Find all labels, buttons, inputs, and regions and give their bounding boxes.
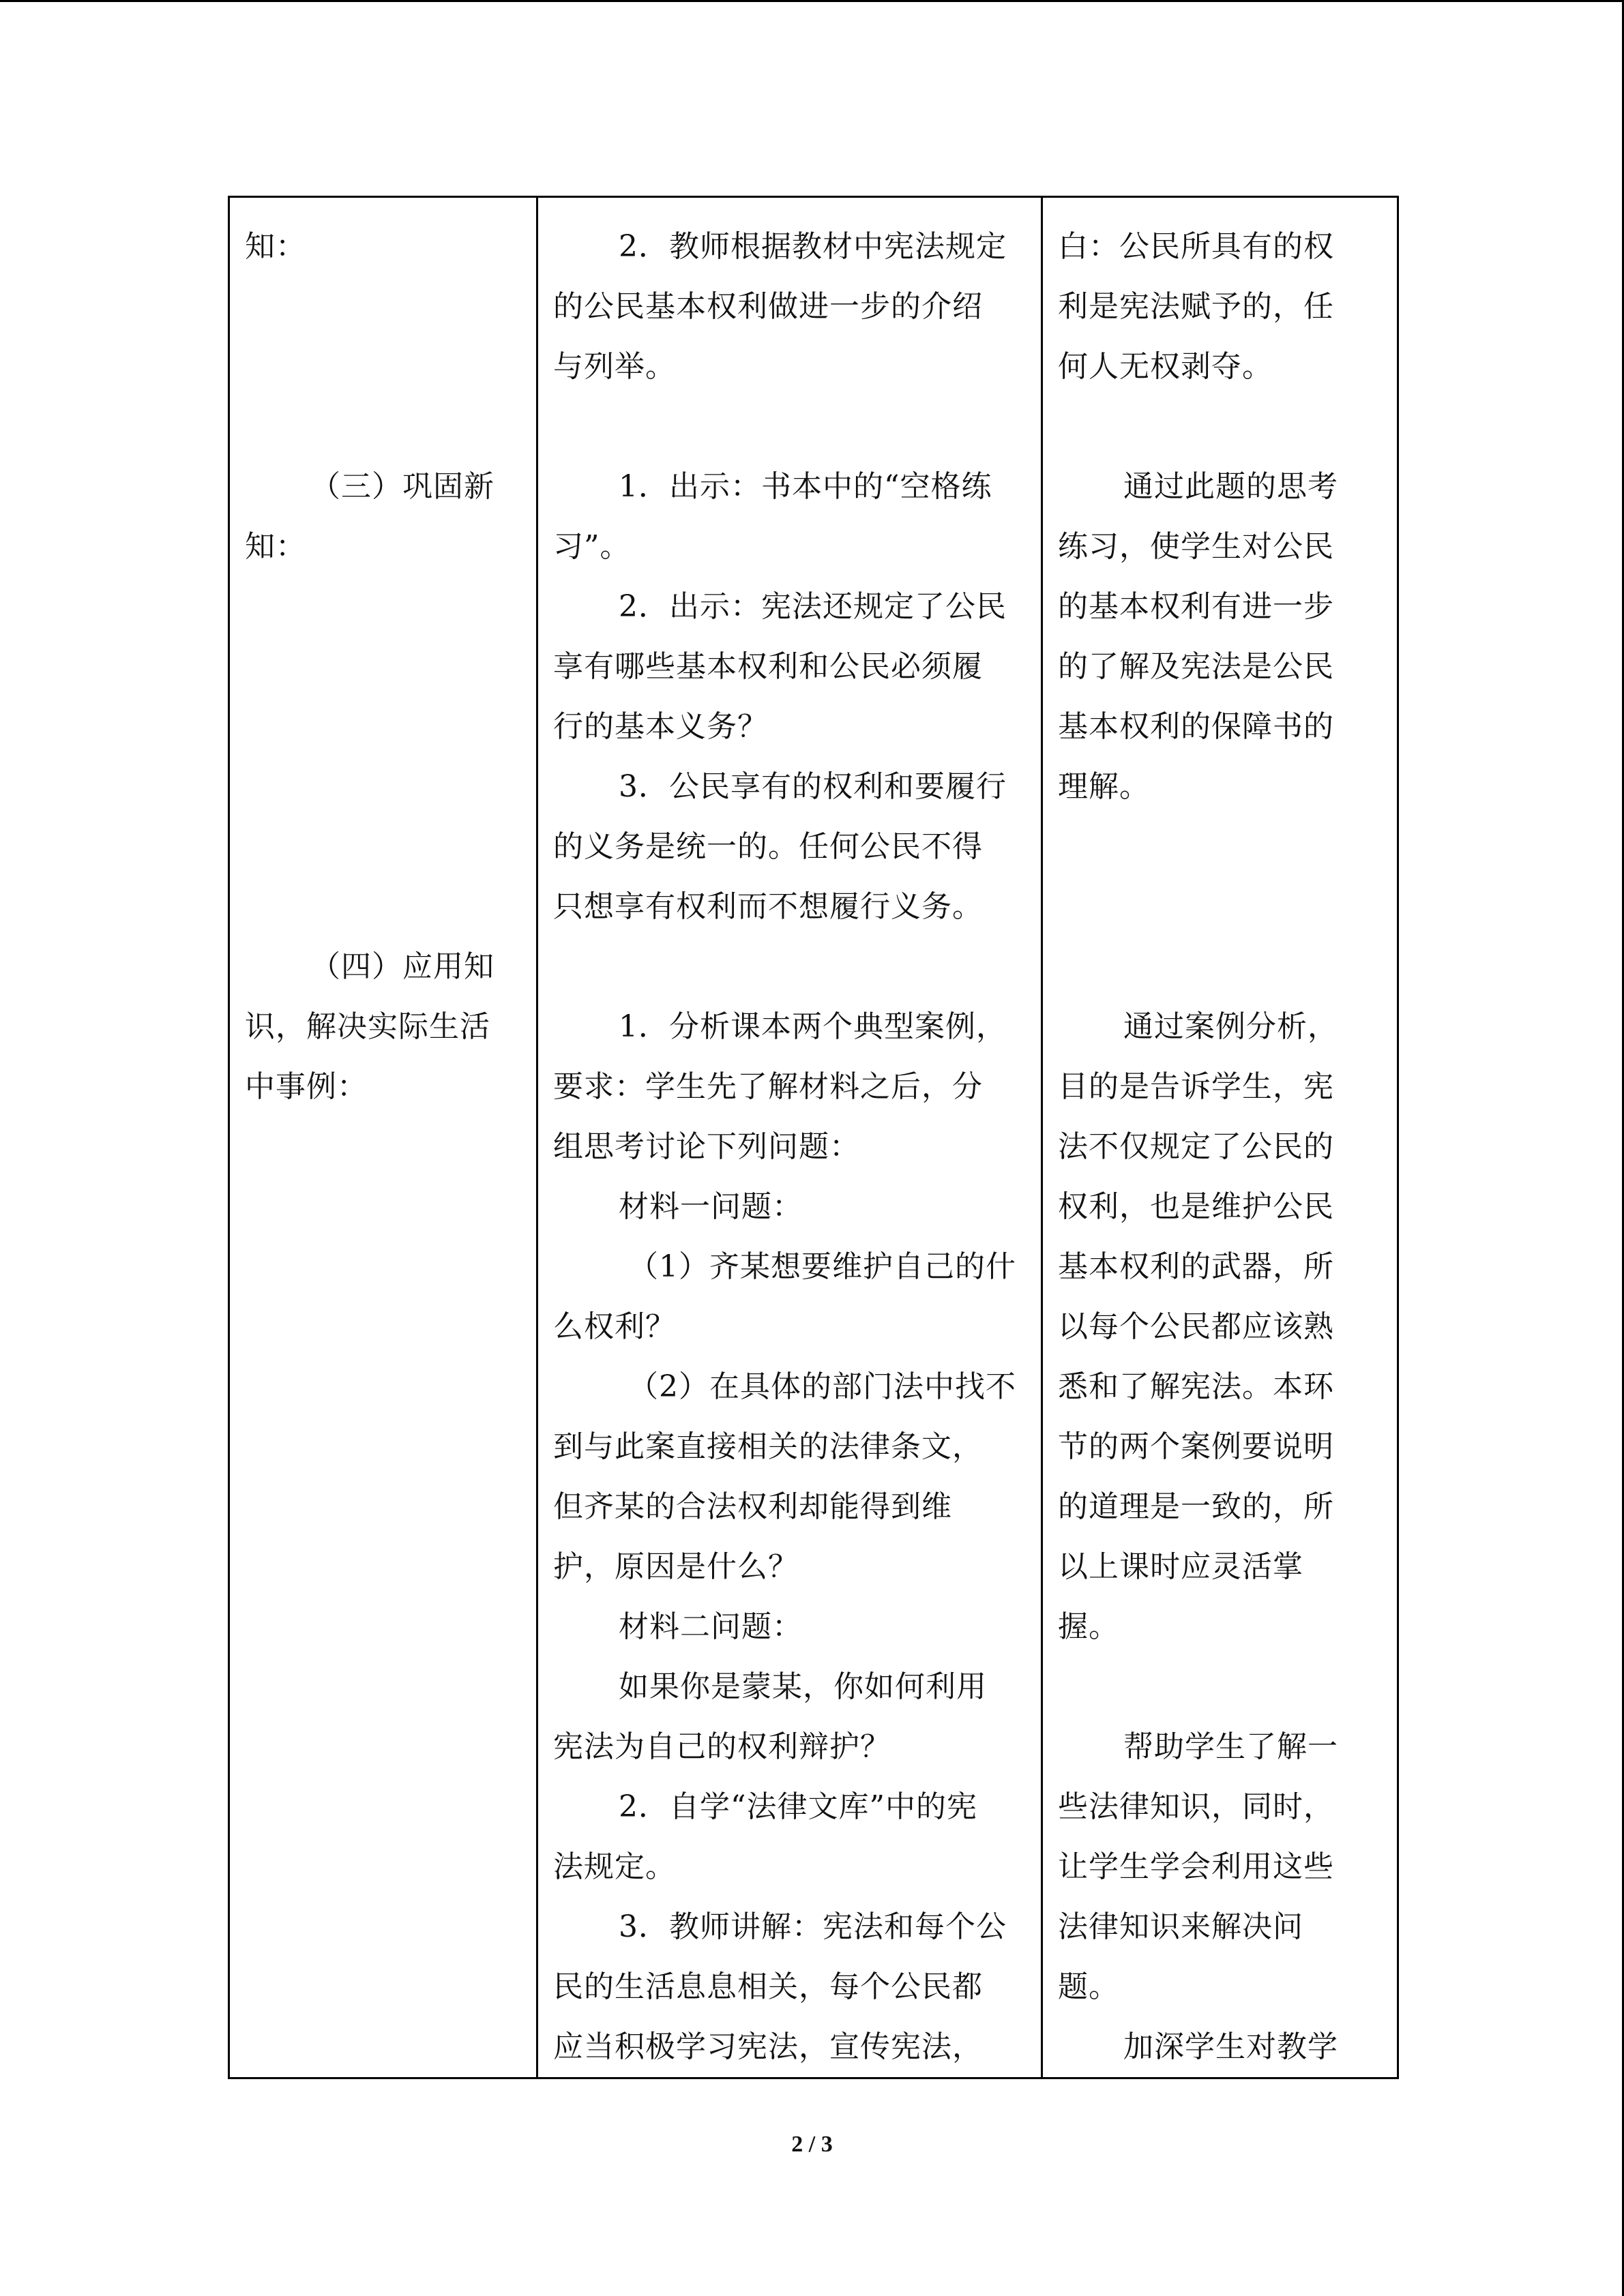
activity-line: 如果你是蒙某，你如何利用: [619, 1669, 987, 1704]
purpose-line: 白：公民所具有的权: [1058, 229, 1334, 264]
purpose-line: 悉和了解宪法。本环: [1058, 1369, 1334, 1404]
purpose-line: 加深学生对教学: [1123, 2029, 1338, 2064]
purpose-line: 的基本权利有进一步: [1058, 589, 1334, 624]
stage-line: 识，解决实际生活: [245, 1009, 490, 1044]
purpose-column: [1042, 197, 1398, 2078]
purpose-line: 通过此题的思考: [1123, 469, 1338, 504]
activity-line: 行的基本义务？: [553, 709, 768, 744]
activity-line: 1．出示：书本中的“空格练: [619, 469, 992, 504]
lesson-plan-table: [228, 196, 1399, 2079]
purpose-line: 基本权利的保障书的: [1058, 709, 1334, 744]
purpose-line: 利是宪法赋予的，任: [1058, 289, 1334, 324]
stage-heading: （三）巩固新: [310, 469, 494, 504]
stage-column: [229, 197, 537, 2078]
activity-line: 习”。: [553, 529, 631, 564]
activity-line: 护，原因是什么？: [553, 1549, 799, 1584]
purpose-line: 些法律知识，同时，: [1058, 1789, 1334, 1824]
purpose-line: 基本权利的武器，所: [1058, 1249, 1334, 1284]
activity-line: （2）在具体的部门法中找不: [628, 1369, 1016, 1404]
activity-line: 么权利？: [553, 1309, 676, 1344]
purpose-line: 题。: [1058, 1969, 1119, 2004]
activity-line: 2．出示：宪法还规定了公民: [619, 589, 1007, 624]
purpose-line: 目的是告诉学生，宪: [1058, 1069, 1334, 1104]
activity-line: 享有哪些基本权利和公民必须履: [553, 649, 983, 684]
activity-line: 组思考讨论下列问题：: [553, 1129, 860, 1164]
stage-line: 知：: [245, 529, 306, 564]
activity-line: 2．自学“法律文库”中的宪: [619, 1789, 977, 1824]
purpose-line: 何人无权剥夺。: [1058, 349, 1273, 384]
page-top-border: [0, 0, 1624, 2]
activity-line: 民的生活息息相关，每个公民都: [553, 1969, 983, 2004]
purpose-line: 练习，使学生对公民: [1058, 529, 1334, 564]
activity-line: 只想享有权利而不想履行义务。: [553, 889, 983, 924]
activity-line: 3．公民享有的权利和要履行: [619, 769, 1007, 804]
activity-line: 宪法为自己的权利辩护？: [553, 1729, 891, 1764]
activity-line: 的义务是统一的。任何公民不得: [553, 829, 983, 864]
purpose-line: 帮助学生了解一: [1123, 1729, 1338, 1764]
activity-line: 应当积极学习宪法，宣传宪法，: [553, 2029, 983, 2064]
page-number: 2 / 3: [791, 2132, 833, 2157]
activity-line: 到与此案直接相关的法律条文，: [553, 1429, 983, 1464]
purpose-line: 节的两个案例要说明: [1058, 1429, 1334, 1464]
purpose-line: 以每个公民都应该熟: [1058, 1309, 1334, 1344]
activity-line: 3．教师讲解：宪法和每个公: [619, 1909, 1007, 1944]
activity-line: 但齐某的合法权利却能得到维: [553, 1489, 952, 1524]
activity-line: 的公民基本权利做进一步的介绍: [553, 289, 983, 324]
table-row: [229, 197, 1398, 2078]
activity-line: 2．教师根据教材中宪法规定: [619, 229, 1007, 264]
stage-line: 中事例：: [245, 1069, 368, 1104]
activity-line: 材料一问题：: [619, 1189, 803, 1224]
activity-column: [537, 197, 1042, 2078]
purpose-line: 法律知识来解决问: [1058, 1909, 1303, 1944]
purpose-line: 通过案例分析，: [1123, 1009, 1338, 1044]
activity-line: 材料二问题：: [619, 1609, 803, 1644]
purpose-line: 让学生学会利用这些: [1058, 1849, 1334, 1884]
activity-line: 与列举。: [553, 349, 676, 384]
activity-line: 法规定。: [553, 1849, 676, 1884]
activity-line: 1．分析课本两个典型案例，: [619, 1009, 1007, 1044]
purpose-line: 理解。: [1058, 769, 1150, 804]
purpose-line: 握。: [1058, 1609, 1119, 1644]
purpose-line: 权利，也是维护公民: [1058, 1189, 1334, 1224]
stage-line: 知：: [245, 229, 306, 264]
purpose-line: 的道理是一致的，所: [1058, 1489, 1334, 1524]
purpose-line: 法不仅规定了公民的: [1058, 1129, 1334, 1164]
purpose-line: 的了解及宪法是公民: [1058, 649, 1334, 684]
stage-heading: （四）应用知: [310, 949, 494, 984]
activity-line: 要求：学生先了解材料之后，分: [553, 1069, 983, 1104]
purpose-line: 以上课时应灵活掌: [1058, 1549, 1303, 1584]
activity-line: （1）齐某想要维护自己的什: [628, 1249, 1016, 1284]
